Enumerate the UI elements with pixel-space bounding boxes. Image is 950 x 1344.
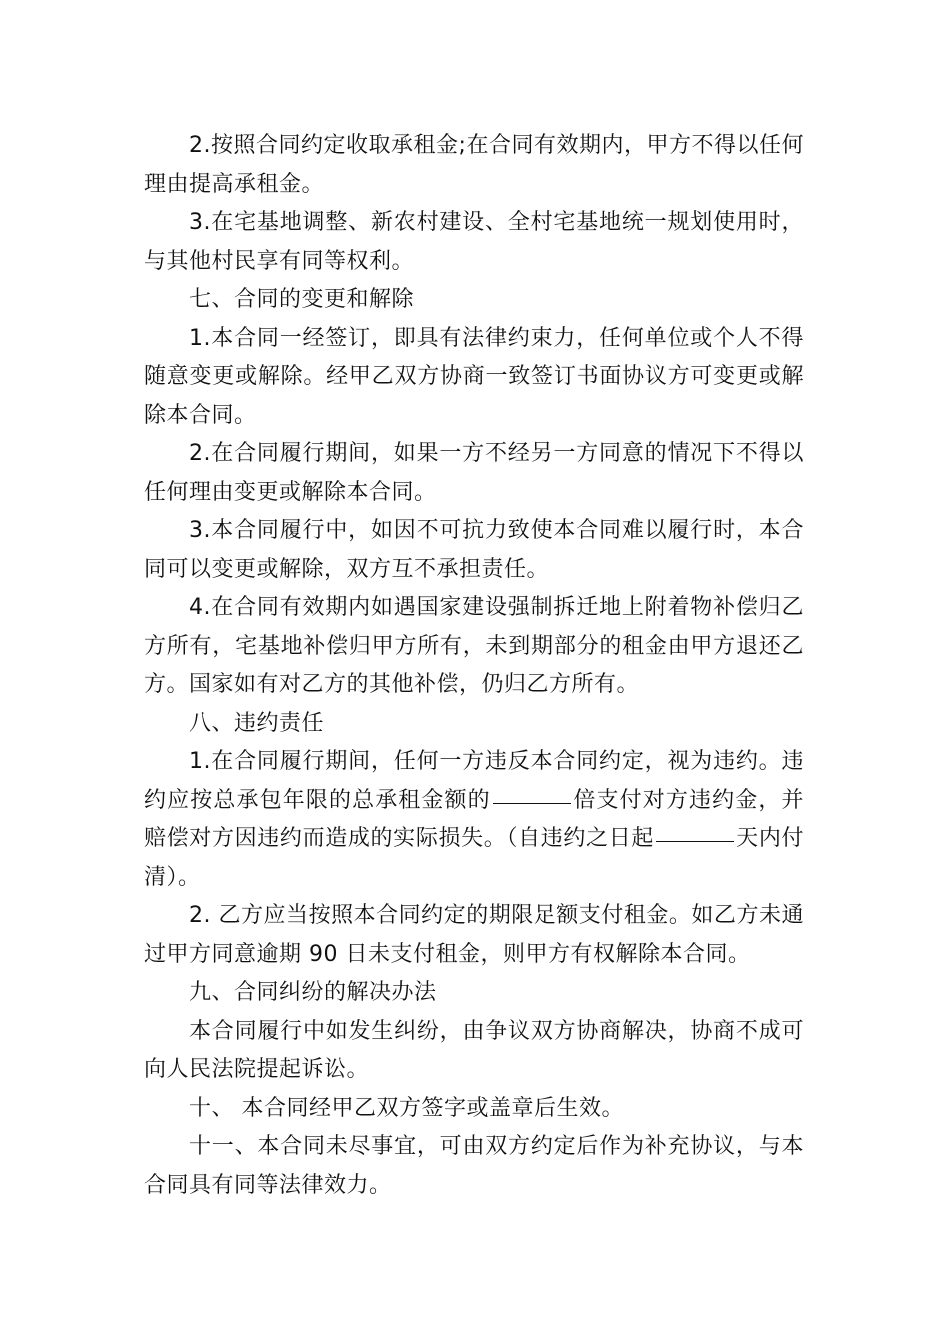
contract-body (144, 127, 804, 1205)
section-heading-breach: 八、违约责任 (189, 710, 325, 736)
paragraph-change-4: 4.在合同有效期内如遇国家建设强制拆迁地上附着物补偿归乙方所有，宅基地补偿归甲方所有，未到期部分的租金由甲方退还乙方。国家如有对乙方的其他补偿，仍归乙方所有。 (144, 595, 804, 697)
paragraph-change-1: 1.本合同一经签订，即具有法律约束力，任何单位或个人不得随意变更或解除。经甲乙双方协商一致签订书面协议方可变更或解除本合同。 (144, 325, 804, 428)
paragraph-breach-2: 2. 乙方应当按照本合同约定的期限足额支付租金。如乙方未通过甲方同意逾期 90 日未支付租金，则甲方有权解除本合同。 (144, 903, 804, 967)
breach-text-part-3: 天内付清）。 (144, 826, 804, 890)
breach-text-part-1: 1.在合同履行期间，任何一方违反本合同约定，视为违约。违约应按总承包年限的总承租金额的 (144, 749, 804, 813)
section-supplementary: 十一、本合同未尽事宜，可由双方约定后作为补充协议，与本合同具有同等法律效力。 (144, 1134, 804, 1198)
paragraph-landlord-right-equal: 3.在宅基地调整、新农村建设、全村宅基地统一规划使用时，与其他村民享有同等权利。 (144, 210, 804, 274)
paragraph-dispute: 本合同履行中如发生纠纷，由争议双方协商解决，协商不成可向人民法院提起诉讼。 (144, 1018, 804, 1082)
section-heading-dispute: 九、合同纠纷的解决办法 (189, 980, 437, 1005)
blank-line-multiple (493, 802, 571, 804)
paragraph-landlord-right-rent: 2.按照合同约定收取承租金;在合同有效期内，甲方不得以任何理由提高承租金。 (144, 133, 804, 197)
section-heading-change-termination: 七、合同的变更和解除 (189, 287, 415, 312)
paragraph-change-2: 2.在合同履行期间，如果一方不经另一方同意的情况下不得以任何理由变更或解除本合同。 (144, 441, 804, 505)
paragraph-breach-1 (144, 743, 804, 897)
section-effective: 十、 本合同经甲乙双方签字或盖章后生效。 (189, 1095, 624, 1121)
breach-text-part-2: 倍支付对方违约金，并赔偿对方因违约而造成的实际损失。（自违约之日起 (144, 787, 804, 851)
blank-line-days (656, 840, 734, 842)
paragraph-change-3: 3.本合同履行中，如因不可抗力致使本合同难以履行时，本合同可以变更或解除，双方互不承担责任。 (144, 518, 804, 582)
